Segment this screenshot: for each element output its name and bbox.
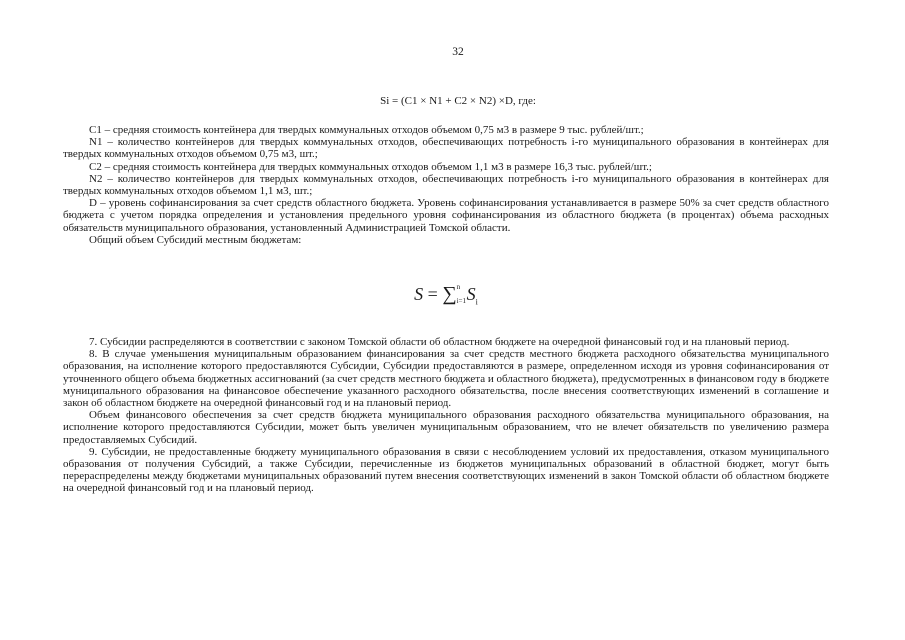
definition-c2: C2 – средняя стоимость контейнера для твердых коммунальных отходов объемом 1,1 м3 в размере 16,3 тыс. рублей/шт.; <box>89 160 652 173</box>
sum-lower-limit: i=1 <box>456 297 466 305</box>
paragraph-8-continued: Объем финансового обеспечения за счет средств бюджета муниципального образования расходного обязательства муниципального образования, на исполнение которого предоставляются Субсидии, может быть увеличен муниципальным образованием, что не влечет обязательств по увеличению размера предоставляемых Субсидий. <box>63 409 829 446</box>
sum-upper-limit: n <box>456 283 461 291</box>
paragraph-9: 9. Субсидии, не предоставленные бюджету муниципального образования в связи с несоблюдением условий их предоставления, отказом муниципального образования от получения Субсидий, а также Субсидии, перечисленные из бюджетов муниципальных образований в областной бюджет, могут быть перераспределены между бюджетами муниципальных образований путем внесения соответствующих изменений в закон Томской области об областном бюджете на очередной финансовый год и на плановый период. <box>63 445 829 495</box>
definition-d: D – уровень софинансирования за счет средств областного бюджета. Уровень софинансирования устанавливается в размере 50% за счет средств областного бюджета с учетом порядка определения и установления предельного уровня софинансирования из областного бюджета (в процентах) объема расходных обязательств муниципального образования, установленный Администрацией Томской области. <box>63 197 829 234</box>
definitions-block <box>63 124 829 246</box>
definition-n1: N1 – количество контейнеров для твердых коммунальных отходов, обеспечивающих потребность i-го муниципального образования в контейнерах для твердых коммунальных отходов объемом 0,75 м3, шт.; <box>63 136 829 161</box>
page-number: 32 <box>452 46 464 58</box>
definition-c1: C1 – средняя стоимость контейнера для твердых коммунальных отходов объемом 0,75 м3 в размере 9 тыс. рублей/шт.; <box>89 124 644 136</box>
paragraph-8: 8. В случае уменьшения муниципальным образованием финансирования за счет средств местного бюджета расходного обязательства муниципального образования, на исполнение которого предоставляются Субсидии, Субсидии предоставляются в размере, определенном исходя из уровня софинансирования от уточненного общего объема бюджетных ассигнований (за счет средств местного бюджета и областного бюджета), предусмотренных в финансовом году в бюджете муниципального образования на финансовое обеспечение указанного расходного обязательства, после внесения соответствующих изменений в соглашение и закон об областном бюджете на очередной финансовый год и на плановый период. <box>63 348 829 410</box>
sum-formula-lhs: S <box>414 284 424 304</box>
paragraph-7: 7. Субсидии распределяются в соответствии с законом Томской области об областном бюджете на очередной финансовый год и на плановый период. <box>89 336 790 348</box>
sum-limits <box>457 283 467 305</box>
total-sum-formula <box>63 283 829 314</box>
sigma-symbol: ∑ <box>442 283 457 305</box>
subsidy-formula: Si = (C1 × N1 + C2 × N2) ×D, где: <box>380 95 536 107</box>
total-subsidies-intro: Общий объем Субсидий местным бюджетам: <box>89 233 302 246</box>
definition-n2: N2 – количество контейнеров для твердых коммунальных отходов, обеспечивающих потребность i-го муниципального образования в контейнерах для твердых коммунальных отходов объемом 1,1 м3, шт.; <box>63 172 829 198</box>
sum-formula-equals: = <box>427 284 438 304</box>
sum-term-subscript: i <box>475 297 478 307</box>
sum-term: S <box>466 284 476 304</box>
paragraphs-block <box>63 336 829 495</box>
